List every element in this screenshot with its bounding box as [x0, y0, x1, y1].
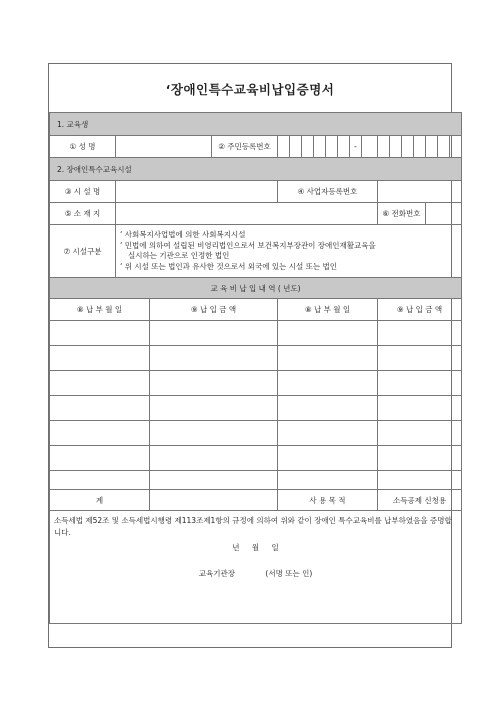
payment-amount-cell[interactable]	[378, 421, 462, 446]
tax-deduction-purpose: 소득공제 신청용	[378, 490, 462, 511]
category-option-nonprofit-cont: 실시하는 기관으로 인정한 법인	[128, 251, 230, 260]
resident-digit-box[interactable]	[362, 136, 378, 158]
payment-amount-cell[interactable]	[378, 321, 462, 346]
payment-amount-cell[interactable]	[150, 371, 278, 396]
payment-amount-cell[interactable]	[378, 396, 462, 421]
facility-category-label: ⑦ 시설구분	[50, 225, 116, 278]
payment-date-cell[interactable]	[50, 471, 150, 490]
total-amount-cell[interactable]	[150, 490, 278, 511]
phone-label: ⑥ 전화번호	[378, 203, 426, 225]
business-number-label: ④ 사업자등록번호	[278, 181, 378, 203]
col-payment-date-1: ⑧ 납 부 월 일	[50, 299, 150, 321]
payment-date-cell[interactable]	[50, 396, 150, 421]
col-payment-amount-2: ⑨ 납 입 금 액	[378, 299, 462, 321]
payment-date-cell[interactable]	[278, 346, 378, 371]
address-label: ⑤ 소 재 지	[50, 203, 116, 225]
facility-category-options	[116, 225, 462, 278]
payment-date-cell[interactable]	[50, 446, 150, 471]
payment-amount-cell[interactable]	[378, 346, 462, 371]
col-payment-date-2: ⑧ 납 부 월 일	[278, 299, 378, 321]
certification-date: 년 월 일	[232, 543, 279, 552]
name-field[interactable]	[116, 136, 212, 158]
resident-digit-box[interactable]	[414, 136, 426, 158]
payment-date-cell[interactable]	[278, 421, 378, 446]
purpose-label: 사 용 목 적	[278, 490, 378, 511]
resident-digit-box[interactable]	[402, 136, 414, 158]
section-2-header: 2. 장애인특수교육시설	[50, 158, 462, 181]
certification-text: 소득세법 제52조 및 소득세법시행령 제113조제1항의 규정에 의하여 위와 같이 장애인 특수교육비를 납부하였음을 증명합니다.	[54, 516, 452, 537]
payment-amount-cell[interactable]	[150, 421, 278, 446]
payment-amount-cell[interactable]	[150, 396, 278, 421]
resident-digit-box[interactable]	[314, 136, 326, 158]
resident-digit-box[interactable]	[378, 136, 390, 158]
category-option-social-welfare[interactable]: ‘ 사회복지사업법에 의한 사회복지시설	[120, 230, 246, 239]
payment-history-header: 교 육 비 납 입 내 역 ( 년도)	[50, 278, 462, 299]
category-option-nonprofit[interactable]: ‘ 민법에 의하여 설립된 비영리법인으로서 보건복지부장관이 장애인재활교육을	[120, 240, 376, 250]
section-1-header: 1. 교육생	[50, 113, 462, 136]
payment-amount-cell[interactable]	[378, 371, 462, 396]
resident-digit-box[interactable]	[426, 136, 438, 158]
payment-date-cell[interactable]	[50, 321, 150, 346]
resident-digit-box[interactable]	[338, 136, 350, 158]
name-label: ① 성 명	[50, 136, 116, 158]
payment-date-cell[interactable]	[278, 446, 378, 471]
resident-digit-box[interactable]	[302, 136, 314, 158]
facility-name-field[interactable]	[116, 181, 278, 203]
resident-digit-box[interactable]	[326, 136, 338, 158]
phone-field[interactable]	[426, 203, 462, 225]
col-payment-amount-1: ⑨ 납 입 금 액	[150, 299, 278, 321]
certificate-form	[49, 112, 462, 624]
business-number-field[interactable]	[378, 181, 462, 203]
payment-amount-cell[interactable]	[150, 446, 278, 471]
document-frame	[48, 63, 452, 648]
payment-amount-cell[interactable]	[150, 321, 278, 346]
payment-amount-cell[interactable]	[150, 471, 278, 490]
facility-name-label: ③ 시 설 명	[50, 181, 116, 203]
address-field[interactable]	[116, 203, 378, 225]
resident-number-dash: -	[350, 136, 362, 158]
payment-date-cell[interactable]	[50, 371, 150, 396]
payment-amount-cell[interactable]	[378, 471, 462, 490]
total-label: 계	[50, 490, 150, 511]
resident-number-label: ② 주민등록번호	[212, 136, 278, 158]
payment-amount-cell[interactable]	[378, 446, 462, 471]
document-title: ‘장애인특수교육비납입증명서	[165, 82, 335, 97]
resident-digit-box[interactable]	[438, 136, 450, 158]
payment-date-cell[interactable]	[50, 421, 150, 446]
certification-section	[50, 511, 462, 624]
signer-label: 교육기관장	[198, 569, 236, 578]
payment-date-cell[interactable]	[278, 321, 378, 346]
category-option-foreign[interactable]: ‘ 위 시설 또는 법인과 유사한 것으로서 외국에 있는 시설 또는 법인	[120, 261, 337, 271]
resident-digit-box[interactable]	[450, 136, 462, 158]
signature-note[interactable]: (서명 또는 인)	[265, 569, 313, 578]
payment-date-cell[interactable]	[278, 371, 378, 396]
payment-amount-cell[interactable]	[150, 346, 278, 371]
payment-date-cell[interactable]	[278, 471, 378, 490]
resident-digit-box[interactable]	[278, 136, 290, 158]
certification-signature-line	[54, 568, 457, 580]
resident-digit-box[interactable]	[290, 136, 302, 158]
payment-date-cell[interactable]	[50, 346, 150, 371]
resident-digit-box[interactable]	[390, 136, 402, 158]
payment-date-cell[interactable]	[278, 396, 378, 421]
